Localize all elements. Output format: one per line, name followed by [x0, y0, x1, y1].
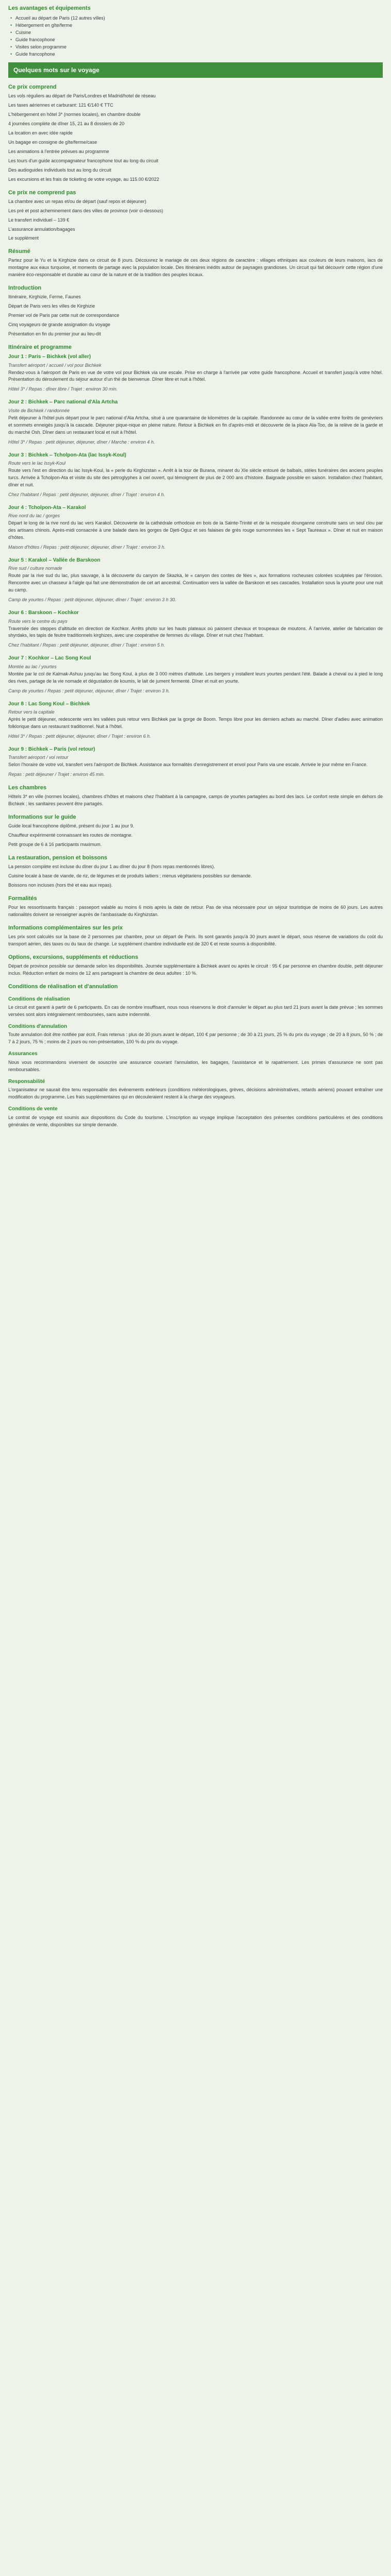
practical-text: Les prix sont calculés sur la base de 2 personnes par chambre, pour un départ de Paris. Ils sont garantis jusqu'à 30 jours avant le départ, sous réserve de variations du coût du transport aérien, des taxes ou du taux de change. Le supplément chambre individuelle est de 320 € et reste soumis à disponibilité.	[8, 934, 383, 946]
advantages-section	[8, 4, 383, 58]
day-details: Repas : petit déjeuner / Trajet : environ 45 min.	[8, 772, 105, 777]
formalities-title: Formalités	[8, 895, 37, 902]
restaurant-line: Boissons non incluses (hors thé et eau aux repas).	[8, 882, 113, 888]
advantage-item: • Visites selon programme	[15, 44, 383, 51]
itinerary-title: Itinéraire et programme	[8, 344, 72, 351]
day-text: Départ le long de la rive nord du lac vers Karakol. Découverte de la cathédrale orthodoxe en bois de la Sainte-Trinité et de la mosquée dounganne construite sans un seul clou par des artisans chinois. Après-midi consacrée à une balade dans les gorges de Djeti-Oguz et ses falaises de grès rouge surnommées les « Sept Taureaux ». Dîner et nuit en maison d'hôtes.	[8, 520, 383, 540]
itinerary-day	[8, 556, 383, 604]
price-includes-line: 4 journées complète de dîner 15, 21 au 8 dossiers de 20	[8, 121, 125, 127]
day-text: Traversée des steppes d'altitude en direction de Kochkor. Arrêts photo sur les hauts plateaux où paissent chevaux et troupeaux de moutons. À l'arrivée, atelier de fabrication de shyrdaks, les tapis de feutre traditionnels kirghizes, avec une coopérative de femmes du village. Dîner et nuit chez l'habitant.	[8, 625, 383, 638]
price-includes-line: Les taxes aériennes et carburant: 121 €/140 € TTC	[8, 103, 113, 108]
day-details: Maison d'hôtes / Repas : petit déjeuner, déjeuner, dîner / Trajet : environ 3 h.	[8, 544, 166, 550]
itinerary-day	[8, 700, 383, 740]
day-text: Route vers l'est en direction du lac Issyk-Koul, la « perle du Kirghizstan ». Arrêt à la tour de Burana, minaret du XIe siècle entouré de balbals, stèles funéraires des anciens peuples turcs. Arrivée à Tcholpon-Ata et visite du site des pétroglyphes à ciel ouvert, qui témoignent de plus de 2 000 ans d'histoire. Baignade possible en saison. Installation chez l'habitant, dîner et nuit.	[8, 467, 383, 487]
day-title: Jour 6 : Barskoon – Kochkor	[8, 610, 79, 616]
advantage-item: • Hébergement en gîte/ferme	[15, 22, 383, 29]
itinerary-day	[8, 745, 383, 778]
day-details: Hôtel 3* / Repas : dîner libre / Trajet : environ 30 min.	[8, 386, 118, 392]
price-includes-line: Les vols réguliers au départ de Paris/Londres et Madrid/hotel de réseau	[8, 93, 156, 99]
conditions-p2: Toute annulation doit être notifiée par écrit. Frais retenus : plus de 30 jours avant le départ, 100 € par personne ; de 30 à 21 jours, 25 % du prix du voyage ; de 20 à 8 jours, 50 % ; de 7 à 2 jours, 75 % ; moins de 2 jours ou non-présentation, 100 % du prix du voyage.	[8, 1032, 383, 1045]
day-title: Jour 3 : Bichkek – Tcholpon-Ata (lac Issyk-Koul)	[8, 452, 126, 458]
price-excludes-line: Le supplément	[8, 235, 39, 241]
conditions-sub3: Assurances	[8, 1051, 38, 1057]
day-title: Jour 2 : Bichkek – Parc national d'Ala Artcha	[8, 399, 118, 405]
day-meta: Montée au lac / yourtes	[8, 664, 57, 669]
day-title: Jour 4 : Tcholpon-Ata – Karakol	[8, 504, 86, 511]
intro-line: Départ de Paris vers les villes de Kirghizie	[8, 303, 95, 309]
conditions-sub5: Conditions de vente	[8, 1106, 58, 1112]
day-meta: Transfert aéroport / vol retour	[8, 755, 69, 760]
day-text: Selon l'horaire de votre vol, transfert vers l'aéroport de Bichkek. Assistance aux formalités d'enregistrement et envol pour Paris via une escale. Arrivée le jour même en France.	[8, 762, 368, 768]
day-details: Camp de yourtes / Repas : petit déjeuner, déjeuner, dîner / Trajet : environ 3 h 30.	[8, 597, 176, 603]
conditions-sub1: Conditions de réalisation	[8, 996, 70, 1002]
conditions-sub4: Responsabilité	[8, 1078, 45, 1084]
options-title: Options, excursions, suppléments et réductions	[8, 954, 138, 960]
day-meta: Rive sud / culture nomade	[8, 566, 62, 571]
price-includes-line: Des audioguides individuels tout au long du circuit	[8, 167, 111, 173]
price-excludes-line: Le transfert individuel – 139 €	[8, 217, 70, 223]
price-excludes-line: La chambre avec un repas et/ou de départ (sauf repos et déjeuner)	[8, 198, 146, 204]
day-details: Chez l'habitant / Repas : petit déjeuner, déjeuner, dîner / Trajet : environ 5 h.	[8, 642, 165, 648]
intro-line: Cinq voyageurs de grande assignation du voyage	[8, 322, 110, 328]
day-title: Jour 8 : Lac Song Koul – Bichkek	[8, 701, 90, 707]
day-meta: Route vers le lac Issyk-Koul	[8, 461, 66, 466]
price-includes-line: Les tours d'un guide accompagnateur francophone tout au long du circuit	[8, 158, 158, 163]
price-includes-line: Un bagage en consigne de gîte/ferme/case	[8, 140, 97, 145]
price-includes-line: La location en avec idée rapide	[8, 130, 73, 136]
rooms-title: Les chambres	[8, 785, 46, 791]
advantages-title: Les avantages et équipements	[8, 5, 91, 11]
itinerary-days	[8, 353, 383, 778]
day-title: Jour 7 : Kochkor – Lac Song Koul	[8, 655, 91, 662]
day-meta: Visite de Bichkek / randonnée	[8, 408, 70, 413]
guide-line: Guide local francophone diplômé, présent du jour 1 au jour 9.	[8, 823, 135, 829]
intro-title: Introduction	[8, 285, 42, 292]
guide-line: Chauffeur expérimenté connaissant les routes de montagne.	[8, 833, 133, 838]
conditions-sub2: Conditions d'annulation	[8, 1023, 68, 1029]
price-includes-line: Les animations à l'entrée prévues au programme	[8, 148, 109, 154]
guide-list	[8, 823, 383, 849]
day-meta: Route vers le centre du pays	[8, 618, 68, 624]
day-text: Montée par le col de Kalmak-Ashuu jusqu'au lac Song Koul, à plus de 3 000 mètres d'altitude. Les bergers y installent leurs yourtes pendant l'été. Balade à cheval ou à pied le long des rives, partage de la vie nomade et dégustation de koumis, le lait de jument fermenté. Dîner et nuit en yourte.	[8, 671, 383, 684]
price-includes-title: Ce prix comprend	[8, 84, 57, 91]
price-includes-list	[8, 93, 383, 183]
advantages-list	[8, 15, 383, 58]
day-text: Route par la rive sud du lac, plus sauvage, à la découverte du canyon de Skazka, le « canyon des contes de fées », aux formations rocheuses colorées sculptées par l'érosion. Rencontre avec un chasseur à l'aigle qui fait une démonstration de cet art ancestral. Continuation vers la vallée de Barskoon et ses cascades. Installation sous la yourte pour une nuit au camp.	[8, 573, 383, 593]
conditions-p4: L'organisateur ne saurait être tenu responsable des événements extérieurs (conditions météorologiques, grèves, décisions administratives, retards aériens) pouvant entraîner une modification du programme. Les frais supplémentaires qui en découleraient restent à la charge des voyageurs.	[8, 1087, 383, 1100]
conditions-p3: Nous vous recommandons vivement de souscrire une assurance couvrant l'annulation, les bagages, l'assistance et le rapatriement. Les primes d'assurance ne sont pas remboursables.	[8, 1059, 383, 1072]
itinerary-day	[8, 609, 383, 649]
guide-line: Petit groupe de 6 à 16 participants maximum.	[8, 841, 102, 847]
advantage-item: • Cuisine	[15, 29, 383, 37]
price-excludes-line: L'assurance annulation/bagages	[8, 226, 75, 232]
day-details: Hôtel 3* / Repas : petit déjeuner, déjeuner, dîner / Trajet : environ 6 h.	[8, 733, 151, 739]
day-text: Petit déjeuner à l'hôtel puis départ pour le parc national d'Ala Artcha, situé à une quarantaine de kilomètres de la capitale. Randonnée au cœur de la vallée entre forêts de genévriers et sommets enneigés jusqu'à la cascade. Déjeuner pique-nique en pleine nature. Retour à Bichkek en fin d'après-midi et découverte de la place Ala-Too, de la relève de la garde et du marché Osh. Dîner dans un restaurant local et nuit à l'hôtel.	[8, 415, 383, 435]
day-details: Camp de yourtes / Repas : petit déjeuner, déjeuner, dîner / Trajet : environ 3 h.	[8, 688, 170, 693]
day-details: Chez l'habitant / Repas : petit déjeuner, déjeuner, dîner / Trajet : environ 4 h.	[8, 492, 165, 497]
day-title: Jour 1 : Paris – Bichkek (vol aller)	[8, 354, 91, 360]
formalities-text: Pour les ressortissants français : passeport valable au moins 6 mois après la date de retour. Pas de visa nécessaire pour un séjour touristique de moins de 60 jours. Les autres nationalités doivent se renseigner auprès de l'ambassade du Kirghizstan.	[8, 904, 383, 917]
restaurant-line: Cuisine locale à base de viande, de riz, de légumes et de produits laitiers ; menus végétariens possibles sur demande.	[8, 873, 252, 878]
itinerary-day	[8, 451, 383, 499]
day-text: Après le petit déjeuner, redescente vers les vallées puis retour vers Bichkek par la gorge de Boom. Temps libre pour les derniers achats au marché. Dîner d'adieu avec animation folklorique dans un restaurant traditionnel. Nuit à l'hôtel.	[8, 717, 383, 729]
rooms-text: Hôtels 3* en ville (normes locales), chambres d'hôtes et maisons chez l'habitant à la campagne, camps de yourtes partagées au bord des lacs. Le confort reste simple en dehors de Bichkek ; les sanitaires peuvent être partagés.	[8, 794, 383, 807]
price-includes-line: L'hébergement en hôtel 3* (normes locales), en chambre double	[8, 112, 141, 117]
advantage-item: • Guide francophone	[15, 51, 383, 58]
price-excludes-list	[8, 198, 383, 243]
price-excludes-title: Ce prix ne comprend pas	[8, 189, 76, 196]
intro-line: Premier vol de Paris par cette nuit de correspondance	[8, 313, 120, 318]
itinerary-day	[8, 353, 383, 393]
practical-title: Informations complémentaires sur les prix	[8, 924, 123, 931]
options-text: Départ de province possible sur demande selon les disponibilités. Journée supplémentaire à Bichkek avant ou après le circuit : 95 € par personne en chambre double, petit déjeuner inclus. Réduction enfant de moins de 12 ans partageant la chambre de deux adultes : 10 %.	[8, 963, 383, 976]
itinerary-day	[8, 398, 383, 446]
day-details: Hôtel 3* / Repas : petit déjeuner, déjeuner, dîner / Marche : environ 4 h.	[8, 439, 155, 445]
section-banner: Quelques mots sur le voyage	[8, 62, 383, 78]
day-meta: Retour vers la capitale	[8, 709, 55, 715]
day-text: Rendez-vous à l'aéroport de Paris en vue de votre vol pour Bichkek via une escale. Prise en charge à l'arrivée par votre guide francophone. Accueil et transfert jusqu'à votre hôtel. Présentation du déroulement du séjour autour d'un thé de bienvenue. Dîner libre et nuit à l'hôtel.	[8, 369, 383, 382]
intro-line: Itinéraire, Kirghizie, Ferme, Faunes	[8, 294, 81, 300]
conditions-title: Conditions de réalisation et d'annulation	[8, 983, 118, 990]
conditions-p5: Le contrat de voyage est soumis aux dispositions du Code du tourisme. L'inscription au voyage implique l'acceptation des présentes conditions particulières et des conditions générales de vente, disponibles sur simple demande.	[8, 1114, 383, 1127]
summary-text: Partez pour le Yu et la Kirghizie dans ce circuit de 8 jours. Découvrez le mariage de ces deux régions de caractère : villages ethniques aux couleurs de leurs maisons, lacs de montagne aux eaux turquoise, et moments de partage avec la population locale. Des itinéraires inédits autour de paysages grandioses. Un circuit qui fait découvrir cette région d'une manière éco-responsable et durable au cœur de la nature et de la tradition des peuples locaux.	[8, 258, 383, 278]
day-meta: Rive nord du lac / gorges	[8, 513, 60, 519]
price-includes-line: Les excursions et les frais de ticketing de votre voyage, au 115.00 €/2022	[8, 176, 159, 182]
intro-line: Présentation en fin du premier jour au lieu-dit	[8, 331, 101, 337]
restaurant-title: La restauration, pension et boissons	[8, 854, 107, 861]
day-meta: Transfert aéroport / accueil / vol pour Bichkek	[8, 362, 102, 368]
guide-title: Informations sur le guide	[8, 814, 76, 821]
restaurant-line: La pension complète est incluse du dîner du jour 1 au dîner du jour 8 (hors repas mentionnés libres).	[8, 863, 215, 869]
summary-title: Résumé	[8, 248, 30, 255]
itinerary-day	[8, 504, 383, 551]
advantage-item: • Guide francophone	[15, 37, 383, 44]
day-title: Jour 9 : Bichkek – Paris (vol retour)	[8, 746, 95, 752]
advantage-item: • Accueil au départ de Paris (12 autres villes)	[15, 15, 383, 22]
conditions-p1: Le circuit est garanti à partir de 6 participants. En cas de nombre insuffisant, nous nous réservons le droit d'annuler le départ au plus tard 21 jours avant la date prévue ; les sommes versées sont alors intégralement remboursées, sans autre indemnité.	[8, 1005, 383, 1018]
day-title: Jour 5 : Karakol – Vallée de Barskoon	[8, 557, 101, 563]
price-excludes-line: Les pré et post acheminement dans des villes de province (voir ci-dessous)	[8, 208, 164, 213]
itinerary-day	[8, 654, 383, 694]
restaurant-list	[8, 863, 383, 889]
intro-list	[8, 294, 383, 338]
